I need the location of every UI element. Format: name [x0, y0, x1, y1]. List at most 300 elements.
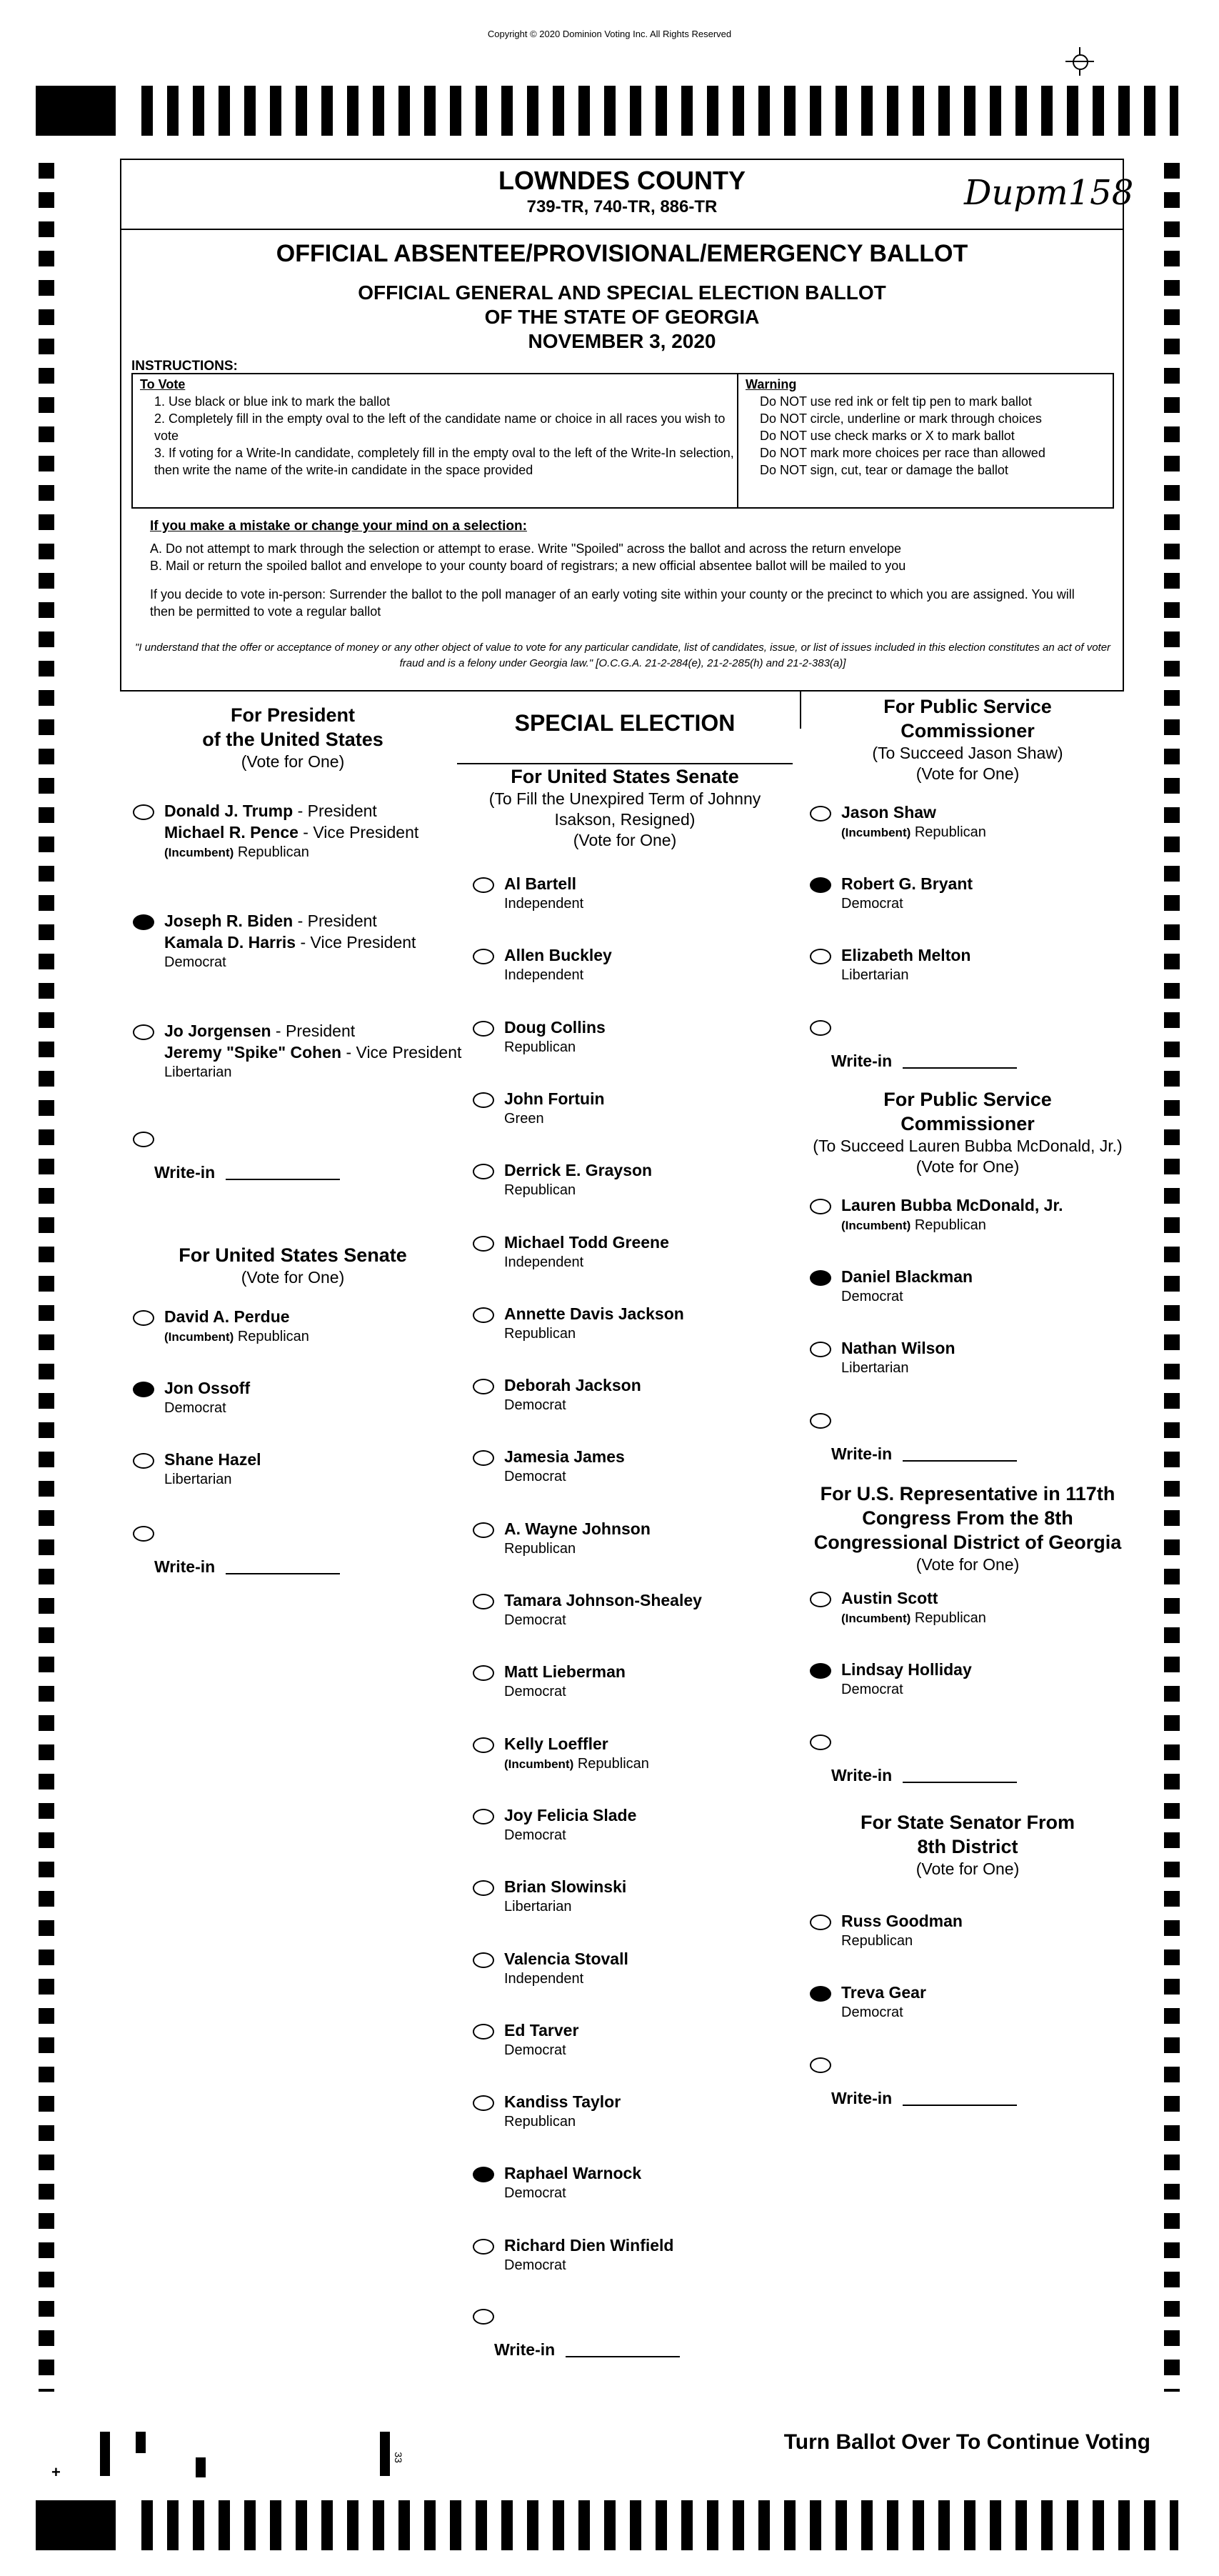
candidate-name	[504, 1661, 626, 1682]
special-senate-race	[457, 764, 793, 851]
selection-oval[interactable]	[473, 1594, 494, 1609]
running-mate-text: Jeremy "Spike" Cohen	[164, 1043, 342, 1062]
candidate-option[interactable]	[473, 1088, 801, 1138]
write-in-line[interactable]	[903, 1460, 1017, 1462]
party-name: Green	[504, 1110, 544, 1127]
candidate-party	[504, 1396, 566, 1415]
race-title: 8th District	[917, 1836, 1018, 1857]
candidate-name-text: A. Wayne Johnson	[504, 1519, 651, 1538]
candidate-option[interactable]	[810, 1337, 1138, 1387]
special-election-title: SPECIAL ELECTION	[514, 710, 736, 736]
party-name: Republican	[234, 844, 309, 860]
candidate-party	[841, 823, 986, 842]
plus-mark: +	[51, 2463, 61, 2481]
selection-oval[interactable]	[473, 1450, 494, 1466]
candidate-name	[504, 2162, 641, 2184]
party-name: Republican	[841, 1933, 913, 1949]
warning-4: Do NOT mark more choices per race than allowed	[760, 446, 1045, 460]
write-in-label: Write-in	[154, 1557, 216, 1576]
candidate-name	[504, 1876, 626, 1897]
party-name: Democrat	[841, 2005, 903, 2020]
candidate-name	[504, 1374, 641, 1396]
candidate-party	[504, 1897, 572, 1917]
candidate-option[interactable]	[473, 2162, 801, 2212]
ballot-code: 33	[392, 2452, 404, 2463]
candidate-name-text: Jamesia James	[504, 1447, 625, 1467]
candidate-name-text: Al Bartell	[504, 874, 576, 893]
party-name: Independent	[504, 1970, 584, 1987]
race-subtitle: (To Succeed Jason Shaw)	[872, 744, 1063, 762]
selection-oval[interactable]	[473, 1880, 494, 1896]
candidate-name	[504, 1017, 606, 1038]
candidate-name	[841, 873, 973, 894]
candidate-party	[164, 1327, 309, 1347]
party-name: Republican	[911, 1610, 986, 1626]
candidate-name	[841, 1659, 972, 1680]
candidate-party	[164, 1399, 226, 1418]
candidate-name-text: Jo Jorgensen	[164, 1022, 271, 1040]
candidate-name-text: Daniel Blackman	[841, 1267, 973, 1286]
candidate-party	[841, 1287, 903, 1307]
race-title: Commissioner	[901, 720, 1035, 742]
selection-oval[interactable]	[473, 1164, 494, 1179]
race-title: For United States Senate	[179, 1244, 407, 1266]
candidate-name	[504, 1518, 651, 1539]
selection-oval[interactable]	[473, 1307, 494, 1323]
write-in-line[interactable]	[903, 1782, 1017, 1783]
candidate-name-text: Jon Ossoff	[164, 1379, 251, 1397]
candidate-name	[164, 800, 377, 822]
running-mate-name	[164, 822, 418, 843]
selection-oval[interactable]	[473, 1952, 494, 1968]
party-name: Democrat	[164, 954, 226, 970]
candidate-option[interactable]	[473, 1733, 801, 1783]
candidate-name	[841, 802, 936, 823]
write-in-line[interactable]	[903, 1067, 1017, 1069]
candidate-option[interactable]	[810, 873, 1138, 923]
handwritten-annotation: Dupm158	[964, 173, 1134, 213]
party-name: Republican	[504, 1540, 576, 1557]
race-title: For Public Service	[883, 1089, 1052, 1110]
selection-oval[interactable]	[473, 949, 494, 964]
us-senate-race	[129, 1243, 457, 1288]
candidate-party	[504, 1109, 544, 1129]
candidate-party	[504, 1038, 576, 1057]
selection-oval[interactable]	[810, 2057, 831, 2073]
race-subtitle: (To Succeed Lauren Bubba McDonald, Jr.)	[813, 1137, 1123, 1155]
candidate-role: - President	[293, 912, 377, 930]
incumbent-label: (Incumbent)	[164, 846, 234, 859]
warning-2: Do NOT circle, underline or mark through choices	[760, 411, 1042, 426]
candidate-party	[504, 1467, 566, 1487]
selection-oval[interactable]	[473, 1522, 494, 1538]
candidate-name-text: Tamara Johnson-Shealey	[504, 1591, 702, 1609]
candidate-name-text: David A. Perdue	[164, 1307, 290, 1326]
running-mate-text: Kamala D. Harris	[164, 933, 296, 952]
selection-oval[interactable]	[473, 1021, 494, 1037]
party-name: Democrat	[504, 1827, 566, 1843]
instruction-3: 3. If voting for a Write-In candidate, completely fill in the empty oval to the left of the Write-In selection, then write the name of the write-in candidate in the space provided	[154, 446, 734, 477]
party-name: Independent	[504, 896, 584, 912]
write-in-label: Write-in	[831, 1444, 893, 1463]
instructions-box	[131, 373, 1114, 509]
candidate-name-text: Treva Gear	[841, 1983, 926, 2002]
candidate-option[interactable]	[473, 1159, 801, 1209]
selection-oval[interactable]	[810, 1270, 831, 1286]
selection-oval[interactable]	[810, 949, 831, 964]
candidate-option[interactable]	[473, 1589, 801, 1639]
selection-oval[interactable]	[473, 1737, 494, 1753]
write-in-option[interactable]	[133, 1522, 347, 1579]
bottom-timing-marks	[36, 2500, 1178, 2550]
race-title: Congressional District of Georgia	[813, 1532, 1122, 1553]
write-in-option[interactable]	[810, 1016, 1024, 1073]
copyright-notice: Copyright © 2020 Dominion Voting Inc. All Rights Reserved	[487, 29, 732, 39]
selection-oval[interactable]	[810, 1734, 831, 1750]
incumbent-label: (Incumbent)	[504, 1757, 574, 1771]
race-title: For U.S. Representative in 117th	[820, 1483, 1115, 1504]
candidate-role: - President	[293, 802, 377, 820]
candidate-name-text: Matt Lieberman	[504, 1662, 626, 1682]
write-in-option[interactable]	[810, 1730, 1024, 1787]
candidate-option[interactable]	[473, 2235, 801, 2285]
candidate-name	[504, 2235, 673, 2256]
candidate-name-text: Jason Shaw	[841, 803, 936, 822]
selection-oval[interactable]	[473, 1665, 494, 1681]
incumbent-label: (Incumbent)	[841, 1219, 911, 1232]
selection-oval[interactable]	[810, 1413, 831, 1429]
candidate-name-text: Nathan Wilson	[841, 1339, 955, 1357]
ballot-title: OFFICIAL ABSENTEE/PROVISIONAL/EMERGENCY BALLOT	[276, 240, 968, 267]
running-mate-role: - Vice President	[341, 1043, 462, 1062]
race-subtitle: Isakson, Resigned)	[554, 810, 696, 829]
candidate-name	[504, 2091, 621, 2112]
candidate-party	[164, 1470, 232, 1489]
candidate-name	[504, 1446, 625, 1467]
write-in-line[interactable]	[903, 2105, 1017, 2106]
candidate-name-text: Allen Buckley	[504, 946, 612, 965]
vote-for-one: (Vote for One)	[915, 1157, 1020, 1176]
candidate-party	[841, 1680, 903, 1699]
running-mate-role: - Vice President	[298, 823, 419, 842]
candidate-option[interactable]	[810, 944, 1138, 994]
running-mate-role: - Vice President	[296, 933, 416, 952]
candidate-party	[841, 1216, 986, 1235]
party-name: Republican	[504, 2114, 576, 2130]
candidate-option[interactable]	[473, 1518, 801, 1568]
candidate-option[interactable]	[473, 2020, 801, 2070]
candidate-party	[504, 894, 583, 914]
selection-oval[interactable]	[810, 1663, 831, 1679]
ballot-header	[120, 159, 1134, 692]
selection-oval[interactable]	[810, 877, 831, 893]
selection-oval[interactable]	[810, 1342, 831, 1357]
candidate-name-text: Donald J. Trump	[164, 802, 294, 820]
candidate-name	[504, 1088, 605, 1109]
candidate-party	[504, 2112, 576, 2132]
candidate-option[interactable]	[473, 1374, 801, 1424]
candidate-party	[504, 1611, 566, 1630]
candidate-party	[841, 966, 909, 985]
party-name: Democrat	[504, 1684, 566, 1700]
candidate-party	[504, 2184, 566, 2203]
candidate-name-text: Derrick E. Grayson	[504, 1161, 653, 1180]
president-race	[129, 703, 457, 772]
write-in-option[interactable]	[473, 2305, 687, 2362]
candidate-name-text: Shane Hazel	[164, 1450, 261, 1469]
selection-oval[interactable]	[133, 914, 154, 930]
selection-oval[interactable]	[810, 1592, 831, 1607]
candidate-option[interactable]	[810, 1266, 1138, 1316]
party-name: Republican	[573, 1755, 649, 1772]
selection-oval[interactable]	[473, 2309, 494, 2325]
candidate-name	[164, 1020, 355, 1042]
warning-3: Do NOT use check marks or X to mark ballot	[760, 429, 1015, 443]
party-name: Democrat	[504, 2257, 566, 2273]
candidate-name-text: Richard Dien Winfield	[504, 2235, 674, 2255]
instruction-2: 2. Completely fill in the empty oval to the left of the candidate name or choice in all races you wish to vote	[154, 411, 726, 443]
candidate-name	[841, 1587, 938, 1609]
running-mate-name	[164, 1042, 461, 1063]
write-in-line[interactable]	[566, 2356, 680, 2357]
voter-fraud-notice: "I understand that the offer or acceptance of money or any other object of value to vote for any particular candidate, list of candidates, issue, or list of issues included in this election constitutes an act of voter fraud and is a felony under Georgia law." [O.C.G.A. 21-2-284(e), 21-2-285(h) and 21-2-383(a)]	[134, 641, 1111, 669]
running-mate-name	[164, 932, 416, 953]
party-name: Republican	[504, 1039, 576, 1055]
candidate-name-text: Kandiss Taylor	[504, 2092, 621, 2112]
candidate-name-text: Annette Davis Jackson	[504, 1304, 684, 1323]
candidate-party	[164, 1063, 232, 1082]
race-title: For State Senator From	[860, 1812, 1075, 1833]
selection-oval[interactable]	[810, 1020, 831, 1036]
candidate-name	[841, 1194, 1063, 1216]
election-state: OF THE STATE OF GEORGIA	[484, 306, 760, 328]
selection-oval[interactable]	[473, 877, 494, 893]
write-in-option[interactable]	[810, 1409, 1024, 1466]
right-timing-marks	[1164, 163, 1180, 2392]
candidate-party	[164, 843, 309, 862]
candidate-option[interactable]	[473, 873, 801, 923]
candidate-option[interactable]	[810, 1587, 1138, 1637]
candidate-name	[841, 1982, 926, 2003]
candidate-option[interactable]	[473, 1232, 801, 1282]
party-name: Libertarian	[504, 1899, 572, 1915]
candidate-name-text: Deborah Jackson	[504, 1376, 641, 1395]
candidate-option[interactable]	[133, 1306, 461, 1356]
candidate-party	[841, 1932, 913, 1951]
race-title: Commissioner	[901, 1113, 1035, 1134]
race-title: Congress From the 8th	[862, 1507, 1073, 1529]
candidate-name-text: Valencia Stovall	[504, 1949, 628, 1968]
psc-race-2	[800, 1087, 1135, 1177]
selection-oval[interactable]	[133, 1132, 154, 1147]
top-timing-marks	[36, 86, 1178, 136]
selection-oval[interactable]	[133, 804, 154, 820]
selection-oval[interactable]	[810, 806, 831, 822]
race-title: For Public Service	[883, 696, 1052, 717]
candidate-party	[841, 1609, 986, 1628]
write-in-label: Write-in	[494, 2340, 556, 2359]
candidate-option[interactable]	[133, 1449, 461, 1499]
party-name: Democrat	[841, 1682, 903, 1697]
candidate-name	[504, 2020, 578, 2041]
selection-oval[interactable]	[473, 2167, 494, 2182]
candidate-party	[504, 1181, 576, 1200]
candidate-option[interactable]	[133, 1020, 462, 1080]
candidate-option[interactable]	[473, 1303, 801, 1353]
to-vote-label: To Vote	[140, 377, 186, 391]
vote-for-one: (Vote for One)	[915, 764, 1020, 783]
candidate-name	[504, 1804, 636, 1826]
party-name: Democrat	[504, 1397, 566, 1414]
candidate-party	[504, 2256, 566, 2275]
vote-for-one: (Vote for One)	[241, 752, 345, 771]
selection-oval[interactable]	[133, 1526, 154, 1542]
candidate-name-text: Doug Collins	[504, 1017, 606, 1037]
candidate-option[interactable]	[810, 1910, 1138, 1960]
selection-oval[interactable]	[133, 1024, 154, 1040]
candidate-party	[504, 1324, 576, 1344]
party-name: Independent	[504, 1254, 584, 1270]
candidate-name-text: Lindsay Holliday	[841, 1660, 972, 1679]
candidate-name	[504, 1232, 669, 1253]
party-name: Republican	[911, 824, 986, 840]
candidate-name	[841, 1910, 963, 1932]
candidate-name	[164, 910, 377, 932]
candidate-name	[164, 1449, 261, 1470]
selection-oval[interactable]	[473, 2095, 494, 2111]
candidate-party	[504, 1253, 583, 1272]
candidate-option[interactable]	[473, 1661, 801, 1711]
party-name: Democrat	[504, 1469, 566, 1485]
selection-oval[interactable]	[810, 1199, 831, 1214]
candidate-party	[504, 2041, 566, 2060]
district-codes: 739-TR, 740-TR, 886-TR	[526, 197, 718, 216]
candidate-option[interactable]	[473, 1017, 801, 1067]
selection-oval[interactable]	[473, 1809, 494, 1824]
candidate-name	[504, 1589, 702, 1611]
write-in-option[interactable]	[810, 2053, 1024, 2110]
candidate-option[interactable]	[810, 1194, 1138, 1244]
vote-for-one: (Vote for One)	[241, 1268, 345, 1287]
candidate-name	[164, 1306, 290, 1327]
candidate-name	[841, 1337, 955, 1359]
candidate-option[interactable]	[810, 1982, 1138, 2032]
candidate-name	[504, 1159, 652, 1181]
candidate-name-text: Kelly Loeffler	[504, 1734, 608, 1753]
candidate-option[interactable]	[133, 1377, 461, 1427]
candidate-party	[504, 966, 583, 985]
party-name: Democrat	[841, 1289, 903, 1304]
race-title: For United States Senate	[511, 766, 739, 787]
party-name: Democrat	[504, 2042, 566, 2058]
vote-for-one: (Vote for One)	[573, 831, 677, 849]
selection-oval[interactable]	[810, 1914, 831, 1930]
incumbent-label: (Incumbent)	[164, 1330, 234, 1344]
selection-oval[interactable]	[473, 1379, 494, 1394]
party-name: Libertarian	[164, 1472, 232, 1487]
party-name: Republican	[504, 1182, 576, 1199]
party-name: Republican	[504, 1325, 576, 1342]
in-person-instructions: If you decide to vote in-person: Surrender the ballot to the poll manager of an early voting site within your county or the precinct to which you are assigned. You will then be permitted to vote a regular ballot	[150, 587, 1075, 619]
selection-oval[interactable]	[133, 1382, 154, 1397]
selection-oval[interactable]	[133, 1453, 154, 1469]
warning-1: Do NOT use red ink or felt tip pen to mark ballot	[760, 394, 1032, 409]
party-name: Republican	[234, 1329, 309, 1344]
county-name: LOWNDES COUNTY	[498, 166, 746, 195]
candidate-name-text: Elizabeth Melton	[841, 946, 971, 964]
candidate-party	[504, 1970, 583, 1989]
psc-race-1	[800, 694, 1135, 784]
selection-oval[interactable]	[810, 1986, 831, 2002]
candidate-name-text: Michael Todd Greene	[504, 1232, 669, 1252]
candidate-name	[164, 1377, 250, 1399]
election-title: OFFICIAL GENERAL AND SPECIAL ELECTION BALLOT	[358, 281, 886, 304]
candidate-name	[504, 1948, 628, 1970]
candidate-party	[841, 894, 903, 914]
candidate-name-text: Joseph R. Biden	[164, 912, 294, 930]
candidate-name-text: Russ Goodman	[841, 1912, 963, 1930]
candidate-option[interactable]	[810, 1659, 1138, 1709]
candidate-name-text: Brian Slowinski	[504, 1877, 627, 1897]
selection-oval[interactable]	[473, 1092, 494, 1108]
candidate-party	[504, 1754, 649, 1774]
candidate-option[interactable]	[133, 910, 461, 970]
party-name: Democrat	[841, 896, 903, 912]
candidate-option[interactable]	[810, 802, 1138, 852]
selection-oval[interactable]	[473, 2024, 494, 2040]
party-name: Democrat	[164, 1400, 226, 1416]
write-in-option[interactable]	[133, 1127, 347, 1184]
candidate-role: - President	[271, 1022, 356, 1040]
us-rep-race	[800, 1482, 1135, 1575]
candidate-option[interactable]	[473, 1948, 801, 1998]
selection-oval[interactable]	[473, 1236, 494, 1252]
candidate-party	[504, 1826, 566, 1845]
race-title: of the United States	[202, 729, 383, 750]
candidate-name-text: Joy Felicia Slade	[504, 1805, 637, 1824]
candidate-option[interactable]	[473, 2091, 801, 2141]
candidate-party	[841, 1359, 909, 1378]
candidate-option[interactable]	[473, 944, 801, 994]
mistake-step-a: A. Do not attempt to mark through the selection or attempt to erase. Write "Spoiled" across the ballot and across the return envelope	[150, 541, 902, 556]
mistake-step-b: B. Mail or return the spoiled ballot and envelope to your county board of registrars; a new official absentee ballot will be mailed to you	[150, 559, 906, 573]
candidate-name-text: Austin Scott	[841, 1589, 938, 1607]
vote-for-one: (Vote for One)	[915, 1859, 1020, 1878]
candidate-option[interactable]	[473, 1446, 801, 1496]
party-name: Libertarian	[841, 967, 909, 983]
selection-oval[interactable]	[133, 1310, 154, 1326]
write-in-line[interactable]	[226, 1573, 340, 1574]
selection-oval[interactable]	[473, 2239, 494, 2255]
turn-over-notice: Turn Ballot Over To Continue Voting	[783, 2430, 1150, 2454]
party-name: Independent	[504, 967, 584, 984]
write-in-label: Write-in	[154, 1163, 216, 1182]
candidate-name	[504, 1733, 608, 1754]
candidate-option[interactable]	[473, 1804, 801, 1854]
candidate-name-text: Lauren Bubba McDonald, Jr.	[841, 1196, 1063, 1214]
candidate-name-text: John Fortuin	[504, 1089, 605, 1108]
candidate-name-text: Ed Tarver	[504, 2020, 579, 2040]
race-title: For President	[230, 704, 356, 726]
party-name: Republican	[911, 1217, 986, 1233]
write-in-label: Write-in	[831, 2089, 893, 2107]
party-name: Democrat	[504, 2185, 566, 2202]
write-in-line[interactable]	[226, 1179, 340, 1180]
candidate-option[interactable]	[133, 800, 461, 860]
incumbent-label: (Incumbent)	[841, 1612, 911, 1625]
vote-for-one: (Vote for One)	[915, 1555, 1020, 1574]
candidate-option[interactable]	[473, 1876, 801, 1926]
